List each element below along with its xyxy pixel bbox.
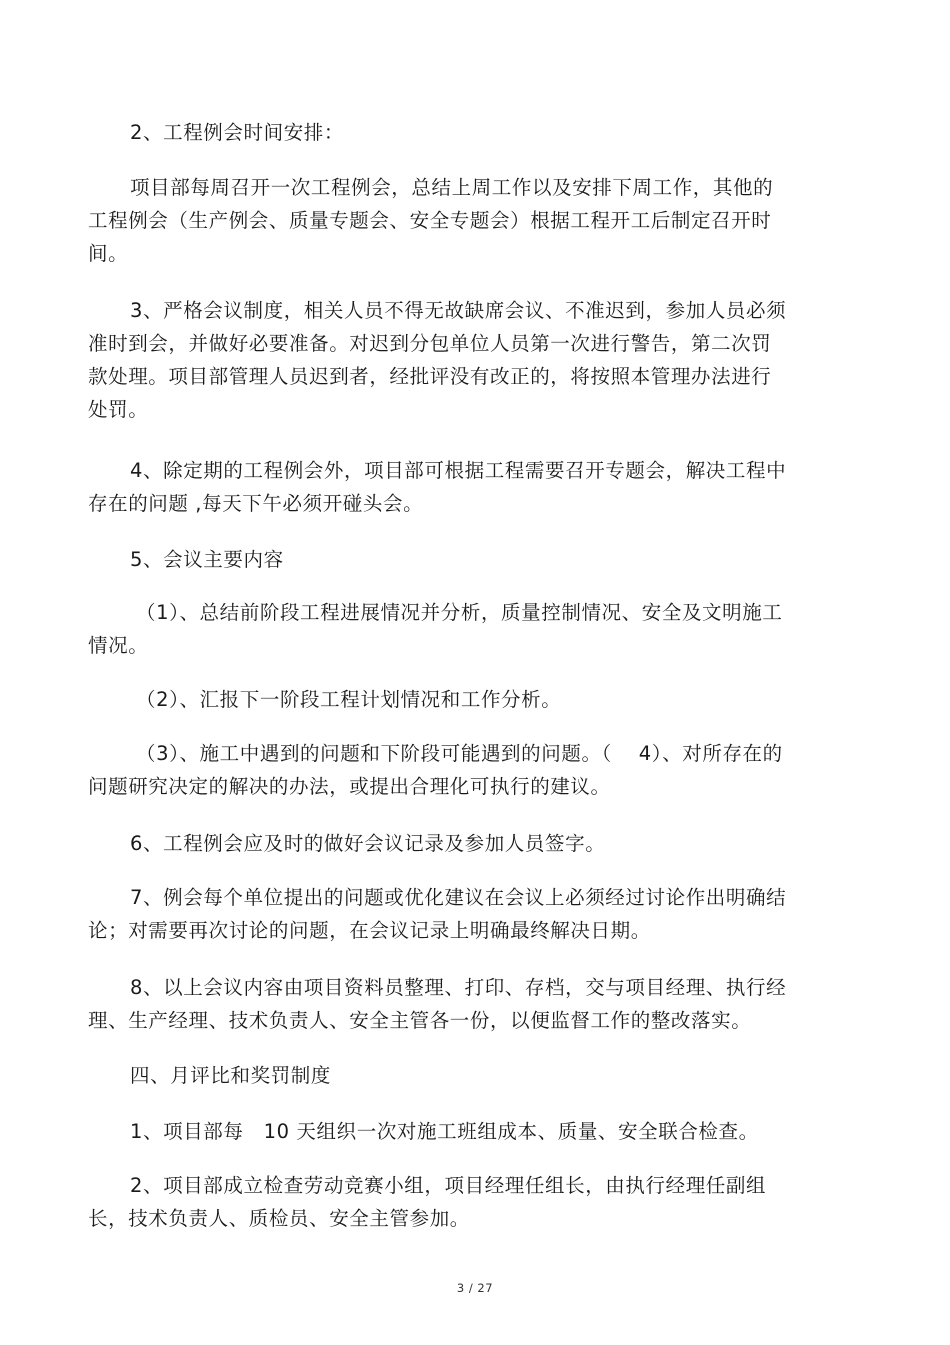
text-line: （1）、总结前阶段工程进展情况并分析，质量控制情况、安全及文明施工 <box>136 601 783 624</box>
paragraph-meeting-discipline <box>88 294 848 426</box>
text-line: 3、严格会议制度，相关人员不得无故缺席会议、不准迟到，参加人员必须 <box>130 299 787 322</box>
text-line: 8、以上会议内容由项目资料员整理、打印、存档，交与项目经理、执行经 <box>130 976 787 999</box>
paragraph-meeting-records <box>88 827 848 860</box>
text-line: （3）、施工中遇到的问题和下阶段可能遇到的问题。（ 4）、对所存在的 <box>136 742 783 765</box>
paragraph-content-item-1 <box>88 596 848 662</box>
text-line: 处罚。 <box>88 398 149 421</box>
text-line: 间。 <box>88 242 129 265</box>
text-line: 4、除定期的工程例会外，项目部可根据工程需要召开专题会，解决工程中 <box>130 459 787 482</box>
paragraph-special-meetings <box>88 454 848 520</box>
paragraph-archiving <box>88 971 848 1037</box>
text-line: 6、工程例会应及时的做好会议记录及参加人员签字。 <box>130 832 606 855</box>
paragraph-joint-inspection <box>88 1115 848 1148</box>
paragraph-weekly-meeting <box>88 171 848 270</box>
paragraph-inspection-team <box>88 1169 848 1235</box>
text-line: （2）、汇报下一阶段工程计划情况和工作分析。 <box>136 688 562 711</box>
text-line: 长，技术负责人、质检员、安全主管参加。 <box>88 1207 470 1230</box>
text-line: 情况。 <box>88 634 149 657</box>
page-number: 3 / 27 <box>456 1281 494 1295</box>
paragraph-meeting-schedule-heading <box>88 116 848 149</box>
section-heading-monthly-review <box>88 1059 848 1092</box>
text-line: 2、项目部成立检查劳动竞赛小组，项目经理任组长，由执行经理任副组 <box>130 1174 767 1197</box>
paragraph-meeting-content-heading <box>88 543 848 576</box>
text-line: 四、月评比和奖罚制度 <box>130 1064 332 1087</box>
paragraph-content-item-3-4 <box>88 737 848 803</box>
text-line: 存在的问题 ,每天下午必须开碰头会。 <box>88 492 424 515</box>
text-line: 2、工程例会时间安排： <box>130 121 345 144</box>
text-line: 5、会议主要内容 <box>130 548 284 571</box>
paragraph-issue-resolution <box>88 881 848 947</box>
text-line: 问题研究决定的解决的办法，或提出合理化可执行的建议。 <box>88 775 611 798</box>
text-line: 理、生产经理、技术负责人、安全主管各一份，以便监督工作的整改落实。 <box>88 1009 752 1032</box>
text-line: 1、项目部每 10 天组织一次对施工班组成本、质量、安全联合检查。 <box>130 1120 759 1143</box>
text-line: 准时到会，并做好必要准备。对迟到分包单位人员第一次进行警告，第二次罚 <box>88 332 772 355</box>
text-line: 项目部每周召开一次工程例会，总结上周工作以及安排下周工作，其他的 <box>130 176 774 199</box>
text-line: 论；对需要再次讨论的问题，在会议记录上明确最终解决日期。 <box>88 919 651 942</box>
text-line: 款处理。项目部管理人员迟到者，经批评没有改正的，将按照本管理办法进行 <box>88 365 772 388</box>
text-line: 工程例会（生产例会、质量专题会、安全专题会）根据工程开工后制定召开时 <box>88 209 772 232</box>
text-line: 7、例会每个单位提出的问题或优化建议在会议上必须经过讨论作出明确结 <box>130 886 787 909</box>
paragraph-content-item-2 <box>88 683 848 716</box>
